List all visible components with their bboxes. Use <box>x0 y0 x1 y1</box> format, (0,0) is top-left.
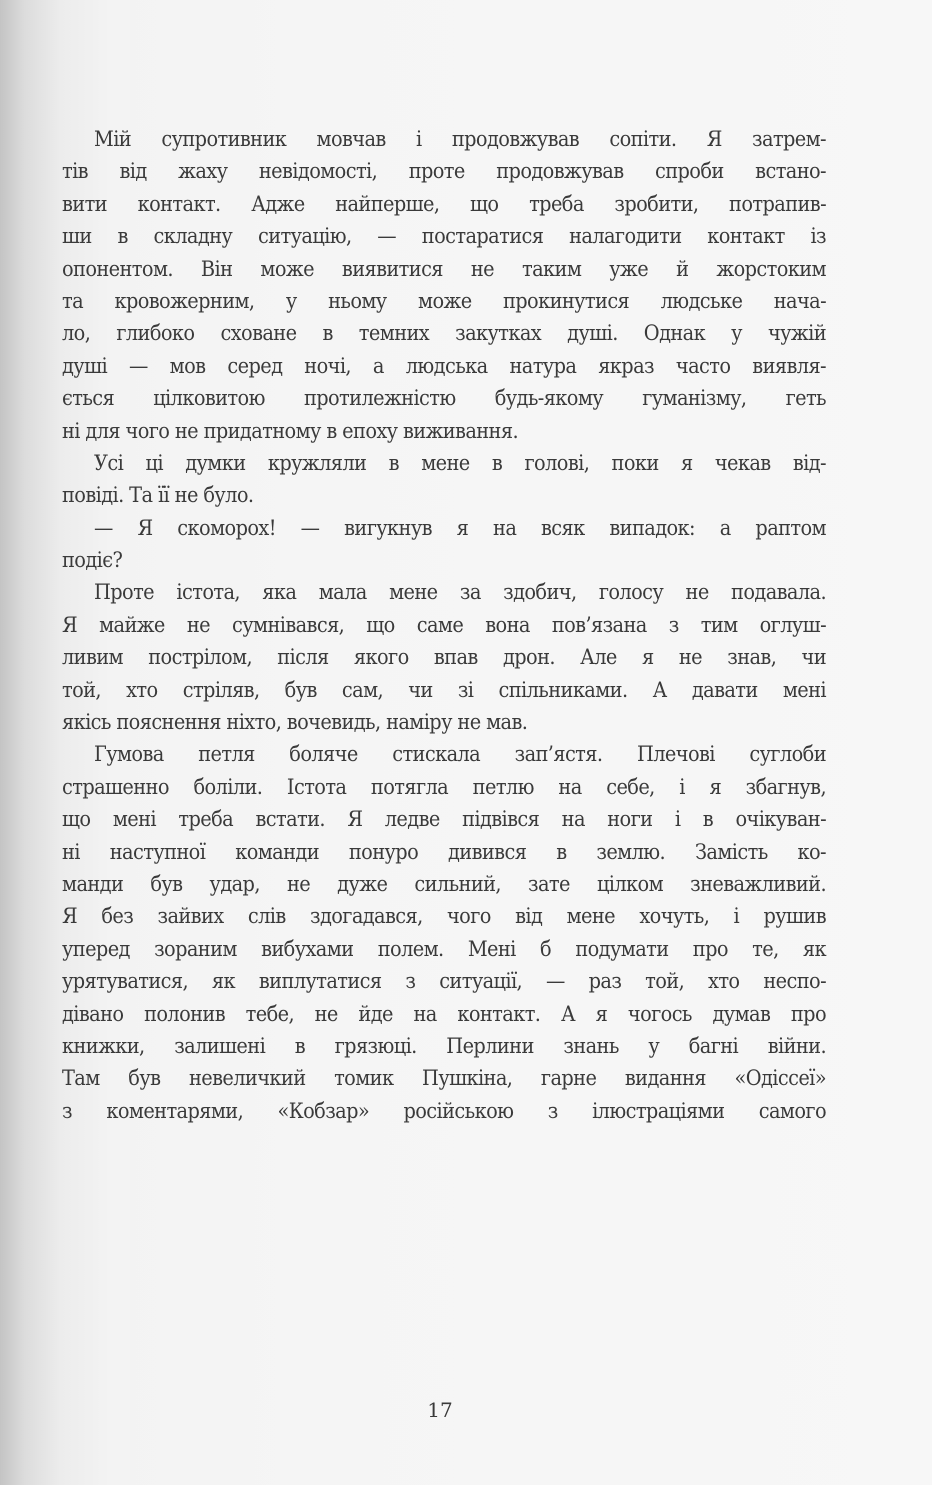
text-line: з коментарями, «Кобзар» російською з ілюстраціями самого <box>62 1098 826 1124</box>
text-line: вити контакт. Адже найперше, що треба зробити, потрапив- <box>62 191 826 217</box>
text-line: книжки, залишені в грязюці. Перлини знань у багні війни. <box>62 1033 826 1059</box>
text-line: опонентом. Він може виявитися не таким уже й жорстоким <box>62 256 826 282</box>
text-line: уперед зораним вибухами полем. Мені б подумати про те, як <box>62 936 826 962</box>
page-body-text <box>62 124 826 1128</box>
text-line: Там був невеличкий томик Пушкіна, гарне видання «Одіссеї» <box>62 1066 826 1092</box>
text-line: та кровожерним, у ньому може прокинутися людське нача- <box>62 288 826 314</box>
text-line: ливим пострілом, після якого впав дрон. Але я не знав, чи <box>62 645 826 671</box>
text-line: Я без зайвих слів здогадався, чого від мене хочуть, і рушив <box>62 904 826 930</box>
text-line: Проте істота, яка мала мене за здобич, голосу не подавала. <box>94 580 826 606</box>
text-line: душі — мов серед ночі, а людська натура якраз часто виявля- <box>62 353 826 379</box>
text-line: ло, глибоко сховане в темних закутках душі. Однак у чужій <box>62 321 826 347</box>
page-number: 17 <box>427 1398 453 1422</box>
text-line: — Я скоморох! — вигукнув я на всяк випадок: а раптом <box>94 515 826 541</box>
text-line: тів від жаху невідомості, проте продовжував спроби встано- <box>62 159 826 185</box>
text-line: манди був удар, не дуже сильний, зате цілком зневажливий. <box>62 871 826 897</box>
text-line: ні для чого не придатному в епоху виживання. <box>62 418 518 444</box>
text-line: страшенно боліли. Істота потягла петлю на себе, і я збагнув, <box>62 774 826 800</box>
text-line: урятуватися, як виплутатися з ситуації, — раз той, хто неспо- <box>62 969 826 995</box>
text-line: ши в складну ситуацію, — постаратися налагодити контакт із <box>62 224 826 250</box>
text-line: якісь пояснення ніхто, вочевидь, наміру не мав. <box>62 710 528 736</box>
text-line: дівано полонив тебе, не йде на контакт. А я чогось думав про <box>62 1001 826 1027</box>
text-line: Усі ці думки кружляли в мене в голові, поки я чекав від- <box>94 450 826 476</box>
text-line: подіє? <box>62 548 123 574</box>
text-line: що мені треба встати. Я ледве підвівся на ноги і в очікуван- <box>62 807 826 833</box>
text-line: той, хто стріляв, був сам, чи зі спільниками. А давати мені <box>62 677 826 703</box>
text-line: Мій супротивник мовчав і продовжував сопіти. Я затрем- <box>94 127 826 152</box>
text-line: Гумова петля боляче стискала зап’ястя. Плечові суглоби <box>94 742 826 768</box>
text-line: Я майже не сумнівався, що саме вона пов’язана з тим оглуш- <box>62 612 826 638</box>
text-line: повіді. Та її не було. <box>62 483 254 509</box>
text-line: ні наступної команди понуро дивився в землю. Замість ко- <box>62 839 826 865</box>
text-line: ється цілковитою протилежністю будь-якому гуманізму, геть <box>62 386 826 412</box>
